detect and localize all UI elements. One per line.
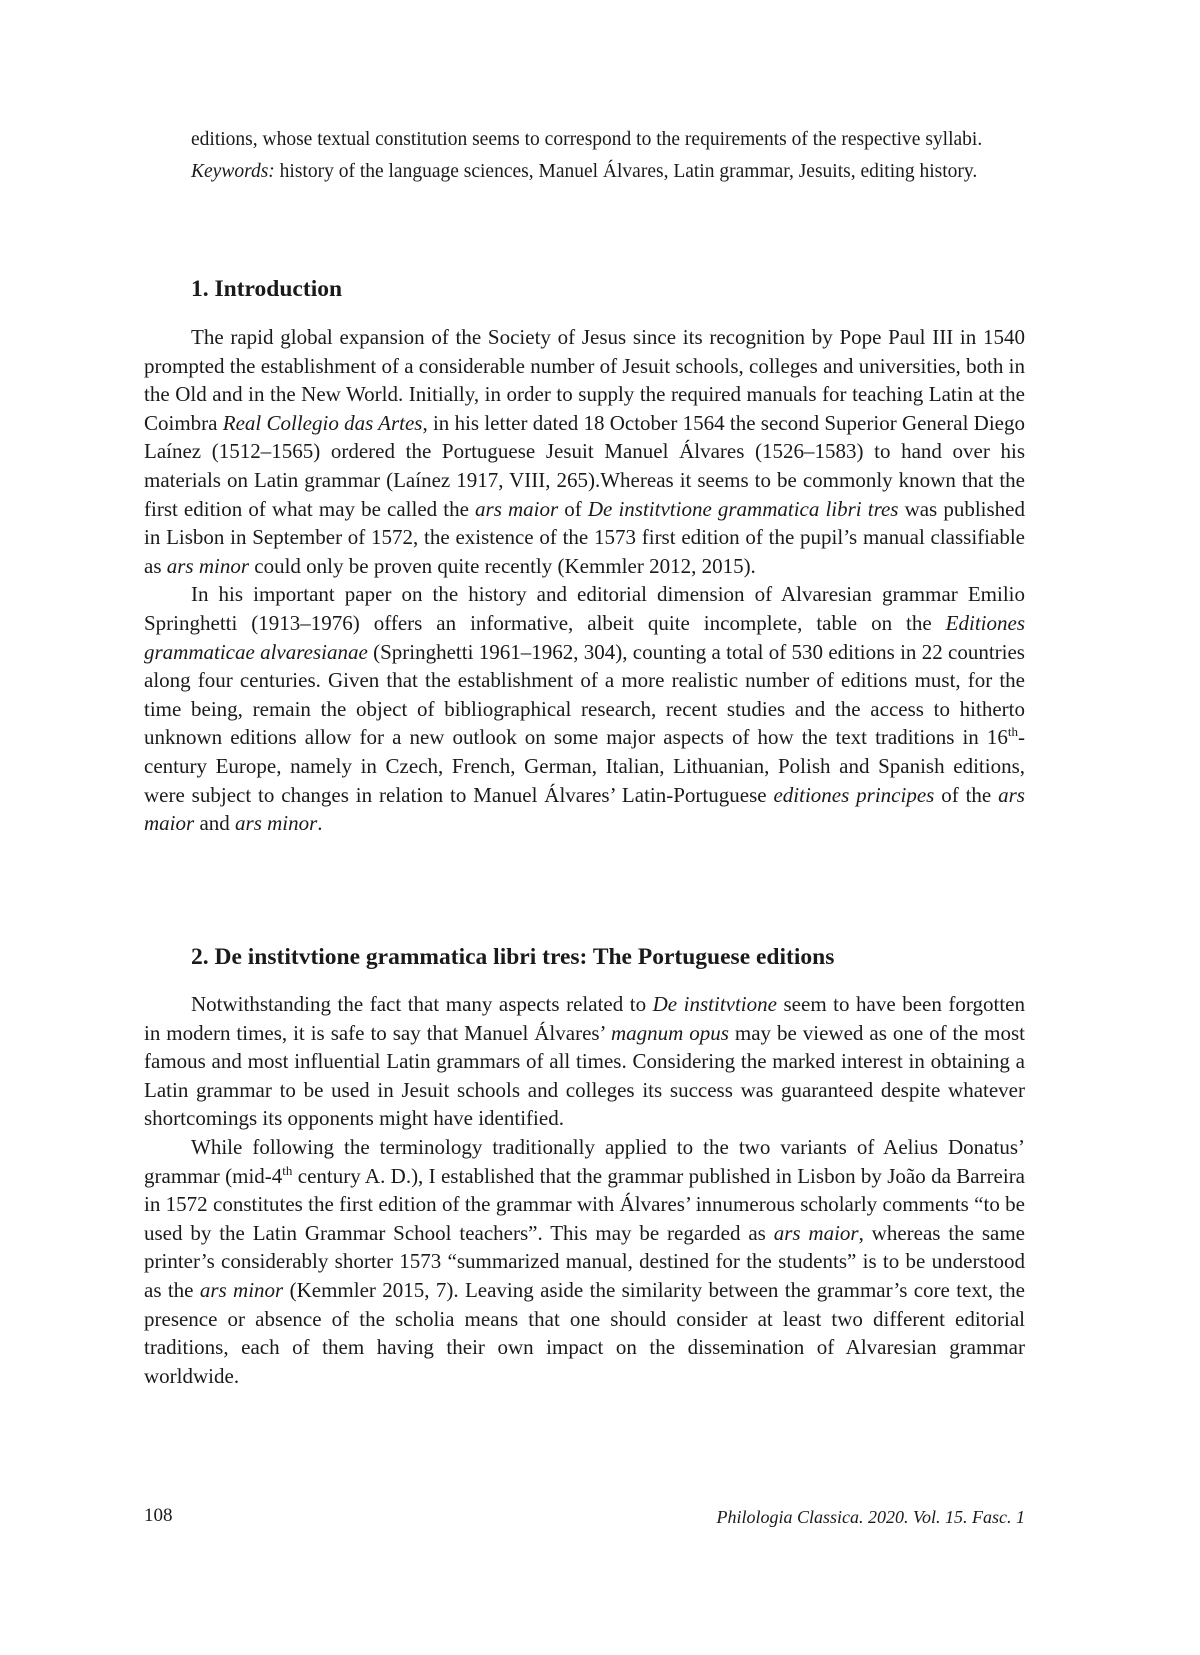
- paragraph: Notwithstanding the fact that many aspects related to De institvtione seem to have been forgotten in modern times, it is safe to say that Manuel Álvares’ magnum opus may be viewed as one of the most famous and most influential Latin grammars of all times. Considering the marked interest in obtaining a Latin grammar to be used in Jesuit schools and colleges its success was guaranteed despite whatever shortcomings its opponents might have identified.: [144, 992, 1025, 1131]
- section-1-heading: 1. Introduction: [191, 276, 343, 302]
- page-number: 108: [144, 1505, 173, 1526]
- journal-citation: Philologia Classica. 2020. Vol. 15. Fasc. 1: [716, 1507, 1025, 1527]
- paragraph: In his important paper on the history and editorial dimension of Alvaresian grammar Emilio Springhetti (1913–1976) offers an informative, albeit quite incomplete, table on the Editiones grammaticae alvaresianae (Springhetti 1961–1962, 304), counting a total of 530 editions in 22 countries along four centuries. Given that the establishment of a more realistic number of editions must, for the time being, remain the object of bibliographical research, recent studies and the access to hitherto unknown editions allow for a new outlook on some major aspects of how the text traditions in 16th-century Europe, namely in Czech, French, German, Italian, Lithuanian, Polish and Spanish editions, were subject to changes in relation to Manuel Álvares’ Latin-Portuguese editiones principes of the ars maior and ars minor.: [144, 582, 1025, 836]
- section-1-body: [144, 323, 1025, 838]
- keywords-label: Keywords:: [191, 161, 275, 182]
- paragraph: While following the terminology traditionally applied to the two variants of Aelius Donatus’ grammar (mid-4th century A. D.), I established that the grammar published in Lisbon by João da Barreira in 1572 constitutes the first edition of the grammar with Álvares’ innumerous scholarly comments “to be used by the Latin Grammar School teachers”. This may be regarded as ars maior, whereas the same printer’s considerably shorter 1573 “summarized manual, destined for the students” is to be understood as the ars minor (Kemmler 2015, 7). Leaving aside the similarity between the grammar’s core text, the presence or absence of the scholia means that one should consider at least two different editorial traditions, each of them having their own impact on the dissemination of Alvaresian grammar worldwide.: [144, 1134, 1026, 1388]
- keywords-line: [191, 158, 1025, 185]
- abstract-tail: [191, 126, 1025, 190]
- section-2-heading: 2. De institvtione grammatica libri tres: The Portuguese editions: [191, 944, 835, 970]
- section-2-body: [144, 990, 1025, 1390]
- abstract-text: editions, whose textual constitution seems to correspond to the requirements of the respective syllabi.: [191, 129, 983, 150]
- keywords-text: history of the language sciences, Manuel Álvares, Latin grammar, Jesuits, editing history.: [274, 161, 978, 182]
- paragraph: The rapid global expansion of the Society of Jesus since its recognition by Pope Paul III in 1540 prompted the establishment of a considerable number of Jesuit schools, colleges and universities, both in the Old and in the New World. Initially, in order to supply the required manuals for teaching Latin at the Coimbra Real Collegio das Artes, in his letter dated 18 October 1564 the second Superior General Diego Laínez (1512–1565) ordered the Portuguese Jesuit Manuel Álvares (1526–1583) to hand over his materials on Latin grammar (Laínez 1917, VIII, 265).Whereas it seems to be commonly known that the first edition of what may be called the ars maior of De institvtione grammatica libri tres was published in Lisbon in September of 1572, the existence of the 1573 first edition of the pupil’s manual classifiable as ars minor could only be proven quite recently (Kemmler 2012, 2015).: [144, 325, 1025, 578]
- page-footer: [144, 1505, 1025, 1533]
